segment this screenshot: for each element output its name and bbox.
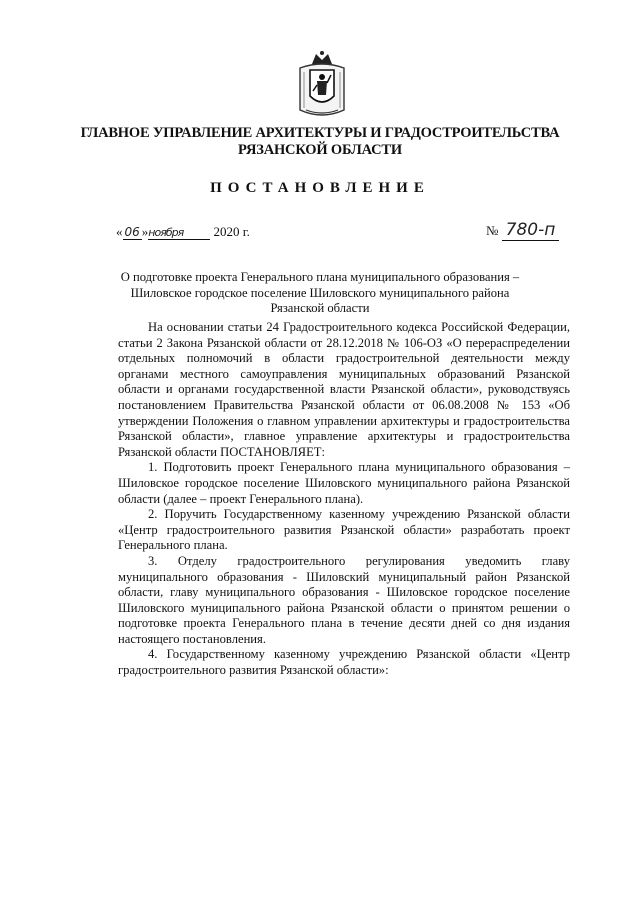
date-open-quote: « — [116, 224, 123, 239]
organization-name: ГЛАВНОЕ УПРАВЛЕНИЕ АРХИТЕКТУРЫ И ГРАДОСТРОИТЕЛЬСТВА — [80, 125, 560, 141]
item-paragraph-1: 1. Подготовить проект Генерального плана муниципального образования – Шиловское городское поселение Шиловского муниципального района Рязанской области (далее – проект Генерального плана). — [118, 460, 570, 506]
document-number — [486, 220, 559, 241]
subject-line: Шиловское городское поселение Шиловского муниципального района — [130, 285, 510, 300]
document-date — [116, 224, 250, 240]
number-prefix: № — [486, 223, 499, 238]
document-body — [118, 320, 570, 679]
item-paragraph-3: 3. Отделу градостроительного регулирования уведомить главу муниципального образования - Шиловский муниципальный район Рязанской области, главу муниципального образования - Шиловское городское поселение Шиловского муниципального района Рязанской области о принятом решении о подготовке проекта Генерального плана в течение десяти дней со дня издания настоящего постановления. — [118, 553, 570, 646]
item-paragraph-4: 4. Государственному казенному учреждению Рязанской области «Центр градостроительного развития Рязанской области»: — [118, 647, 570, 678]
preamble-paragraph: На основании статьи 24 Градостроительного кодекса Российской Федерации, статьи 2 Закона Рязанской области от 28.12.2018 № 106-ОЗ «О перераспределении отдельных полномочий в области градостроительной деятельности между органами местного самоуправления муниципальных образований Рязанской области и органами государственной власти Рязанской области», руководствуясь постановлением Правительства Рязанской области от 06.08.2008 № 153 «Об утверждении Положения о главном управлении архитектуры и градостроительства Рязанской области», главное управление архитектуры и градостроительства Рязанской области ПОСТАНОВЛЯЕТ: — [118, 320, 570, 459]
date-month: ноября — [148, 226, 210, 240]
document-type-title: ПОСТАНОВЛЕНИЕ — [210, 180, 430, 196]
subject-line: О подготовке проекта Генерального плана муниципального образования – — [120, 270, 520, 284]
subject-line: Рязанской области — [270, 301, 370, 315]
document-subject — [120, 270, 520, 317]
coat-of-arms-icon — [296, 50, 348, 120]
item-paragraph-2: 2. Поручить Государственному казенному учреждению Рязанской области «Центр градостроительного развития Рязанской области» разработать проект Генерального плана. — [118, 507, 570, 553]
date-close-quote: » — [141, 224, 149, 239]
organization-region: РЯЗАНСКОЙ ОБЛАСТИ — [238, 142, 402, 158]
number-value: 780-п — [502, 220, 560, 241]
date-day: 06 — [124, 225, 140, 239]
date-year: 2020 г. — [213, 224, 250, 239]
